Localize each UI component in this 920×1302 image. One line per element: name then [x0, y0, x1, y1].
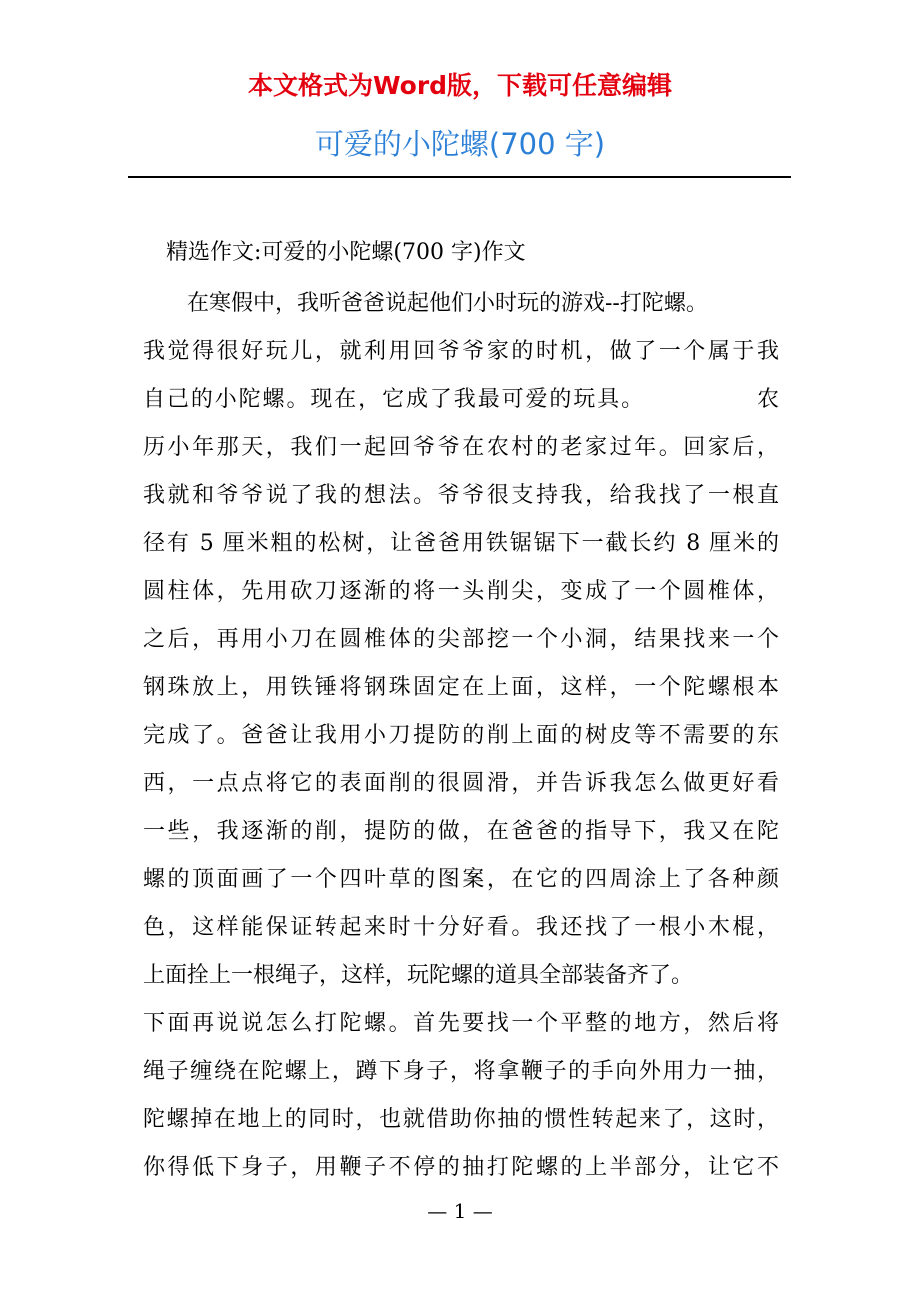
paragraph-line: 色，这样能保证转起来时十分好看。我还找了一根小木棍， [143, 915, 779, 940]
paragraph-line: 圆柱体，先用砍刀逐渐的将一头削尖，变成了一个圆椎体， [143, 579, 779, 604]
paragraph-line: 西，一点点将它的表面削的很圆滑，并告诉我怎么做更好看 [143, 771, 779, 796]
paragraph-line: 绳子缠绕在陀螺上，蹲下身子，将拿鞭子的手向外用力一抽， [143, 1059, 779, 1084]
title-divider [128, 176, 791, 178]
paragraph-line: 陀螺掉在地上的同时，也就借助你抽的惯性转起来了，这时， [143, 1107, 779, 1132]
paragraph-line: 你得低下身子，用鞭子不停的抽打陀螺的上半部分，让它不 [143, 1155, 779, 1180]
paragraph-line: 在寒假中，我听爸爸说起他们小时玩的游戏--打陀螺。 [187, 291, 708, 316]
paragraph-line: 我就和爷爷说了我的想法。爷爷很支持我，给我找了一根直 [143, 483, 779, 508]
paragraph-line: 历小年那天，我们一起回爷爷在农村的老家过年。回家后， [143, 435, 779, 460]
paragraph-line-text: 农 [755, 387, 779, 412]
paragraph-line: 钢珠放上，用铁锤将钢珠固定在上面，这样，一个陀螺根本 [143, 675, 779, 700]
paragraph-line: 一些，我逐渐的削，提防的做，在爸爸的指导下，我又在陀 [143, 819, 779, 844]
format-notice: 本文格式为Word版，下载可任意编辑 [247, 71, 673, 100]
paragraph-line: 径有 5 厘米粗的松树，让爸爸用铁锯锯下一截长约 8 厘米的 [143, 531, 779, 556]
paragraph-line: 我觉得很好玩儿，就利用回爷爷家的时机，做了一个属于我 [143, 339, 779, 364]
article-subtitle: 精选作文:可爱的小陀螺(700 字)作文 [166, 240, 526, 265]
paragraph-line: 之后，再用小刀在圆椎体的尖部挖一个小洞，结果找来一个 [143, 627, 779, 652]
document-title: 可爱的小陀螺(700 字) [314, 127, 606, 161]
paragraph-line [143, 376, 779, 424]
paragraph-line: 下面再说说怎么打陀螺。首先要找一个平整的地方，然后将 [143, 1011, 779, 1036]
article-body [143, 280, 779, 1192]
page-number: — 1 — [427, 1199, 493, 1223]
paragraph-line: 完成了。爸爸让我用小刀提防的削上面的树皮等不需要的东 [143, 723, 779, 748]
paragraph-line: 螺的顶面画了一个四叶草的图案，在它的四周涂上了各种颜 [143, 867, 779, 892]
paragraph-line: 上面拴上一根绳子，这样，玩陀螺的道具全部装备齐了。 [143, 963, 694, 988]
paragraph-line-text: 自己的小陀螺。现在，它成了我最可爱的玩具。 [143, 387, 646, 412]
